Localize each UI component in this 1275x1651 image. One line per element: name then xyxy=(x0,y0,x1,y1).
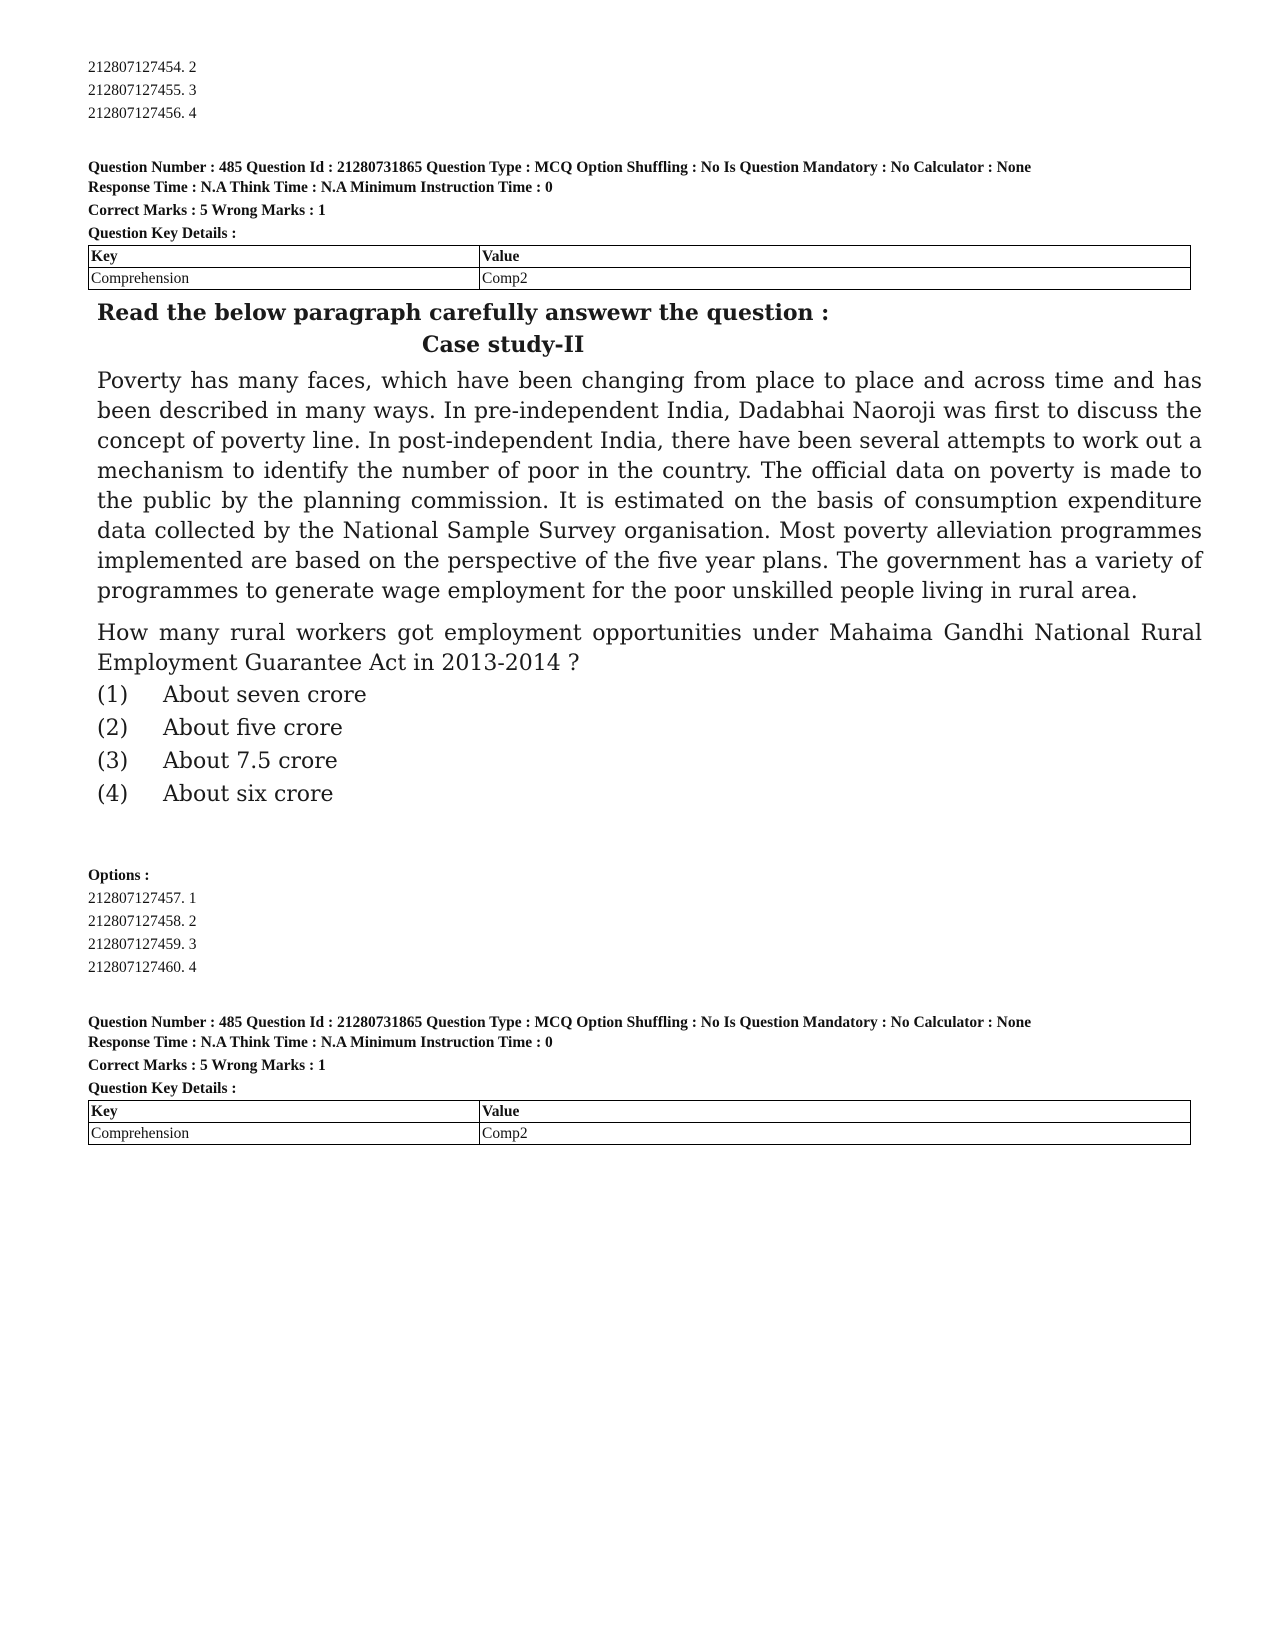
question-meta-line2: Response Time : N.A Think Time : N.A Minimum Instruction Time : 0 xyxy=(88,1034,553,1051)
choice-text: About 7.5 crore xyxy=(163,749,338,774)
question-body xyxy=(97,297,1202,811)
key-details-label: Question Key Details : xyxy=(88,225,237,242)
table-header-key: Key xyxy=(89,246,480,268)
choice-text: About six crore xyxy=(163,782,334,807)
table-cell-value: Comp2 xyxy=(480,268,1191,290)
option-line: 212807127458. 2 xyxy=(88,913,197,930)
choice-text: About seven crore xyxy=(163,683,367,708)
case-study-paragraph: Poverty has many faces, which have been changing from place to place and across time and has been described in many ways. In pre-independent India, Dadabhai Naoroji was first to discuss the concept of poverty line. In post-independent India, there have been several attempts to work out a mechanism to identify the number of poor in the country. The official data on poverty is made to the public by the planning commission. It is estimated on the basis of consumption expenditure data collected by the National Sample Survey organisation. Most poverty alleviation programmes implemented are based on the perspective of the five year plans. The government has a variety of programmes to generate wage employment for the poor unskilled people living in rural area. xyxy=(97,369,1202,604)
option-line: 212807127456. 4 xyxy=(88,105,197,122)
key-details-table xyxy=(88,245,1191,290)
table-header-value: Value xyxy=(480,1101,1191,1123)
option-line: 212807127460. 4 xyxy=(88,959,197,976)
table-header-value: Value xyxy=(480,246,1191,268)
marks-line: Correct Marks : 5 Wrong Marks : 1 xyxy=(88,1057,326,1074)
table-header-key: Key xyxy=(89,1101,480,1123)
key-details-table xyxy=(88,1100,1191,1145)
marks-line: Correct Marks : 5 Wrong Marks : 1 xyxy=(88,202,326,219)
question-prompt: How many rural workers got employment opportunities under Mahaima Gandhi National Rural Employment Guarantee Act in 2013-2014 ? xyxy=(97,621,1202,676)
table-cell-key: Comprehension xyxy=(89,268,480,290)
option-line: 212807127454. 2 xyxy=(88,59,197,76)
options-label: Options : xyxy=(88,867,150,884)
choice-text: About five crore xyxy=(163,716,343,741)
answer-choice xyxy=(97,679,1202,712)
question-meta-line1: Question Number : 485 Question Id : 21280731865 Question Type : MCQ Option Shuffling : No Is Question Mandatory : No Calculator : None xyxy=(88,1014,1032,1031)
choice-number: (3) xyxy=(97,749,129,774)
answer-choice xyxy=(97,745,1202,778)
question-heading: Read the below paragraph carefully answewr the question : xyxy=(97,300,830,326)
question-meta-line2: Response Time : N.A Think Time : N.A Minimum Instruction Time : 0 xyxy=(88,179,553,196)
question-meta-line1: Question Number : 485 Question Id : 21280731865 Question Type : MCQ Option Shuffling : No Is Question Mandatory : No Calculator : None xyxy=(88,159,1032,176)
choice-number: (1) xyxy=(97,683,129,708)
case-study-title: Case study-II xyxy=(422,332,585,358)
option-line: 212807127455. 3 xyxy=(88,82,197,99)
answer-choice xyxy=(97,712,1202,745)
choice-number: (4) xyxy=(97,782,129,807)
table-cell-value: Comp2 xyxy=(480,1123,1191,1145)
answer-choice xyxy=(97,778,1202,811)
option-line: 212807127459. 3 xyxy=(88,936,197,953)
choice-number: (2) xyxy=(97,716,129,741)
key-details-label: Question Key Details : xyxy=(88,1080,237,1097)
option-line: 212807127457. 1 xyxy=(88,890,197,907)
table-cell-key: Comprehension xyxy=(89,1123,480,1145)
